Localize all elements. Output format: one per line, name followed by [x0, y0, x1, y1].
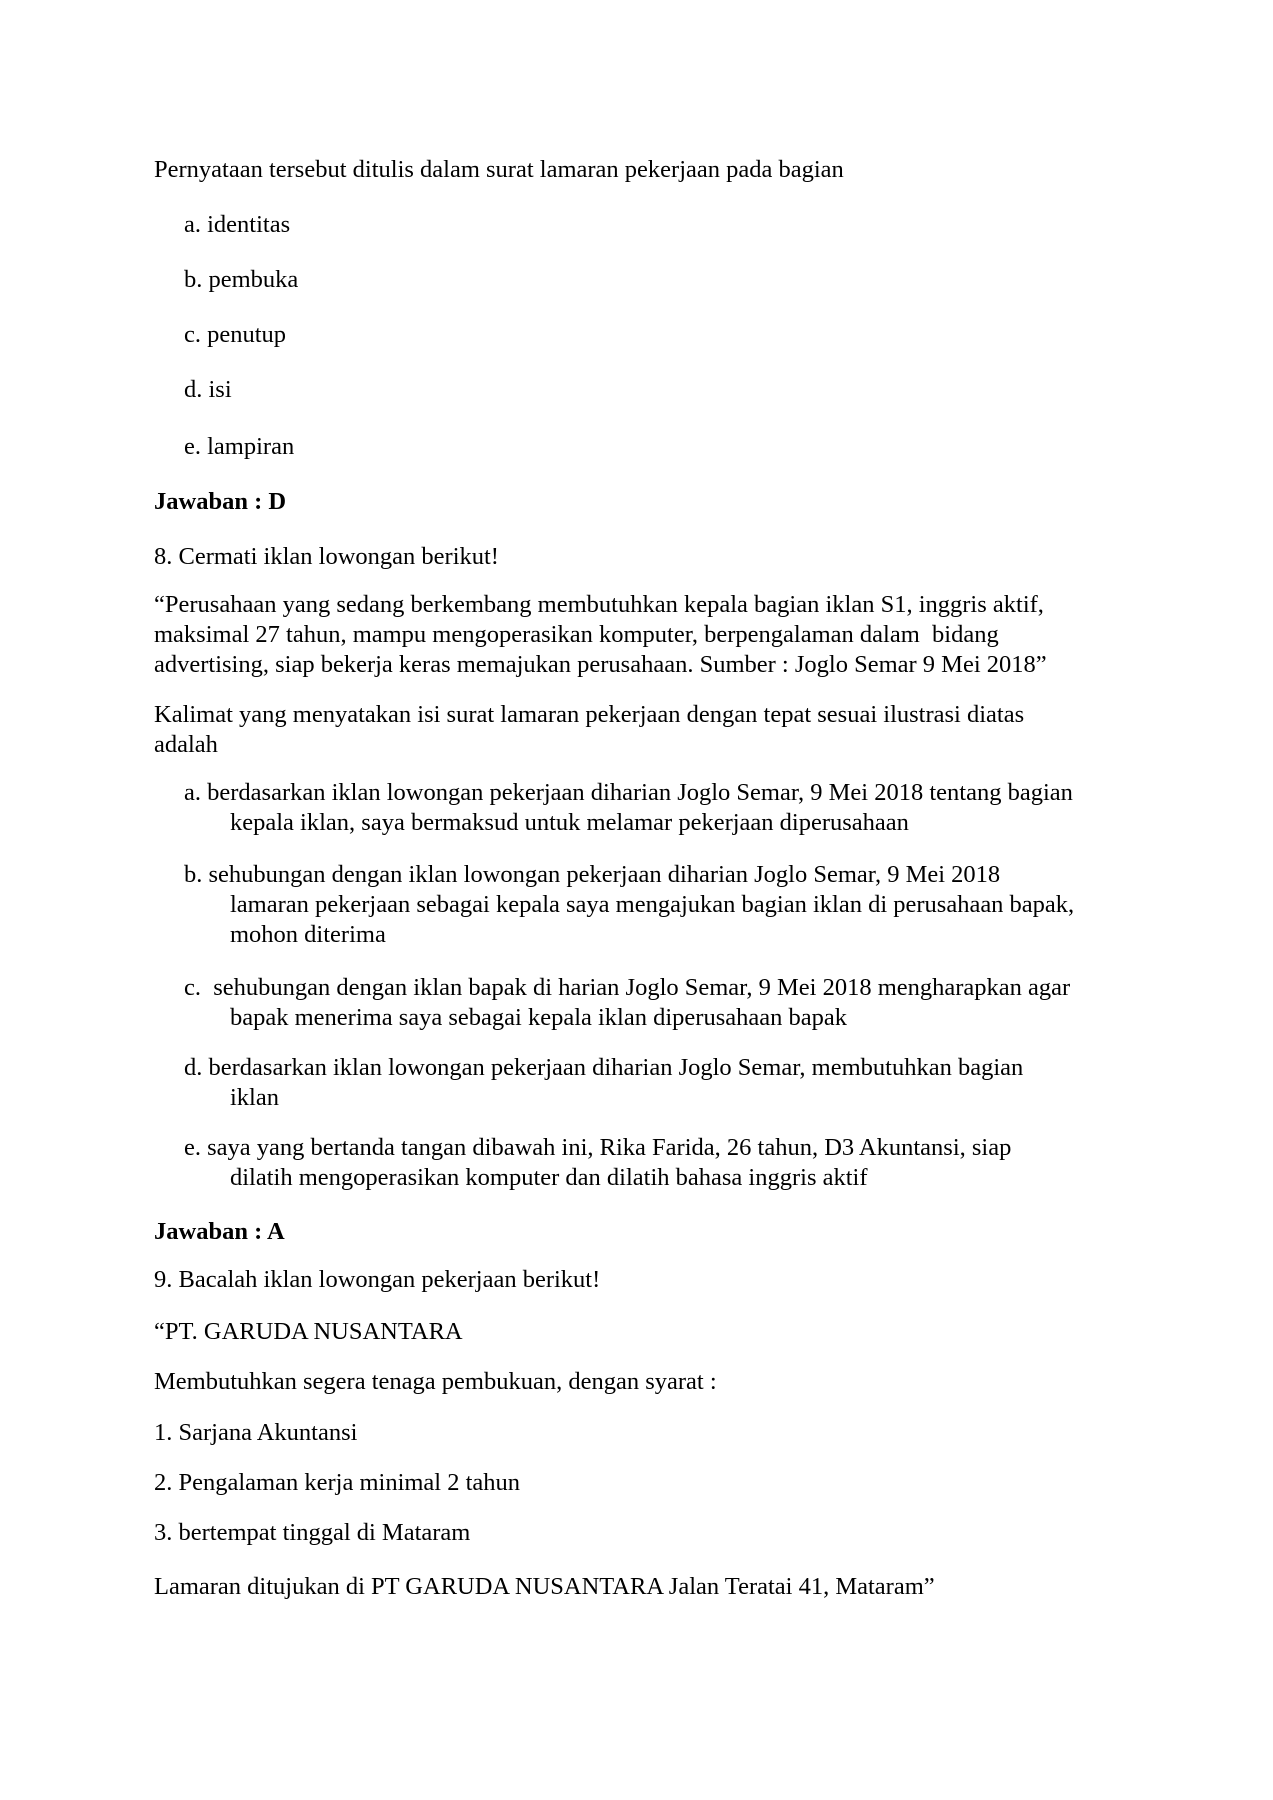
question-8-option-d: d. berdasarkan iklan lowongan pekerjaan diharian Joglo Semar, membutuhkan bagian: [184, 1054, 1024, 1081]
question-9-requirement-1: 1. Sarjana Akuntansi: [154, 1419, 358, 1446]
question-9-ad-company: “PT. GARUDA NUSANTARA: [154, 1318, 463, 1345]
question-8-option-b-cont-2: mohon diterima: [230, 921, 386, 948]
question-8-ad-line-2: maksimal 27 tahun, mampu mengoperasikan komputer, berpengalaman dalam bidang: [154, 621, 999, 648]
question-8-option-b: b. sehubungan dengan iklan lowongan pekerjaan diharian Joglo Semar, 9 Mei 2018: [184, 861, 1001, 888]
question-7-option-a: a. identitas: [184, 211, 291, 238]
question-9-ad-closing: Lamaran ditujukan di PT GARUDA NUSANTARA Jalan Teratai 41, Mataram”: [154, 1573, 935, 1600]
question-8-option-a-cont: kepala iklan, saya bermaksud untuk melamar pekerjaan diperusahaan: [230, 809, 909, 836]
question-8-option-d-cont: iklan: [230, 1084, 279, 1111]
question-9-title: 9. Bacalah iklan lowongan pekerjaan berikut!: [154, 1266, 601, 1293]
question-8-option-c: c. sehubungan dengan iklan bapak di harian Joglo Semar, 9 Mei 2018 mengharapkan agar: [184, 974, 1071, 1001]
question-7-option-c: c. penutup: [184, 321, 287, 348]
question-8-question-line-2: adalah: [154, 731, 218, 758]
question-7-option-d: d. isi: [184, 376, 232, 403]
question-8-question-line-1: Kalimat yang menyatakan isi surat lamaran pekerjaan dengan tepat sesuai ilustrasi diatas: [154, 701, 1025, 728]
question-7-option-e: e. lampiran: [184, 433, 295, 460]
question-8-option-e: e. saya yang bertanda tangan dibawah ini, Rika Farida, 26 tahun, D3 Akuntansi, siap: [184, 1134, 1012, 1161]
question-8-answer: Jawaban : A: [154, 1218, 285, 1245]
question-8-option-e-cont: dilatih mengoperasikan komputer dan dilatih bahasa inggris aktif: [230, 1164, 868, 1191]
question-8-ad-line-3: advertising, siap bekerja keras memajukan perusahaan. Sumber : Joglo Semar 9 Mei 2018”: [154, 651, 1047, 678]
question-7-stem: Pernyataan tersebut ditulis dalam surat lamaran pekerjaan pada bagian: [154, 156, 844, 183]
question-7-answer: Jawaban : D: [154, 488, 287, 515]
question-8-option-b-cont-1: lamaran pekerjaan sebagai kepala saya mengajukan bagian iklan di perusahaan bapak,: [230, 891, 1075, 918]
question-8-title: 8. Cermati iklan lowongan berikut!: [154, 543, 499, 570]
question-8-option-c-cont: bapak menerima saya sebagai kepala iklan diperusahaan bapak: [230, 1004, 847, 1031]
question-8-option-a: a. berdasarkan iklan lowongan pekerjaan diharian Joglo Semar, 9 Mei 2018 tentang bagian: [184, 779, 1073, 806]
question-9-ad-intro: Membutuhkan segera tenaga pembukuan, dengan syarat :: [154, 1368, 717, 1395]
question-9-requirement-3: 3. bertempat tinggal di Mataram: [154, 1519, 471, 1546]
question-7-option-b: b. pembuka: [184, 266, 299, 293]
question-9-requirement-2: 2. Pengalaman kerja minimal 2 tahun: [154, 1469, 521, 1496]
question-8-ad-line-1: “Perusahaan yang sedang berkembang membutuhkan kepala bagian iklan S1, inggris aktif,: [154, 591, 1044, 618]
